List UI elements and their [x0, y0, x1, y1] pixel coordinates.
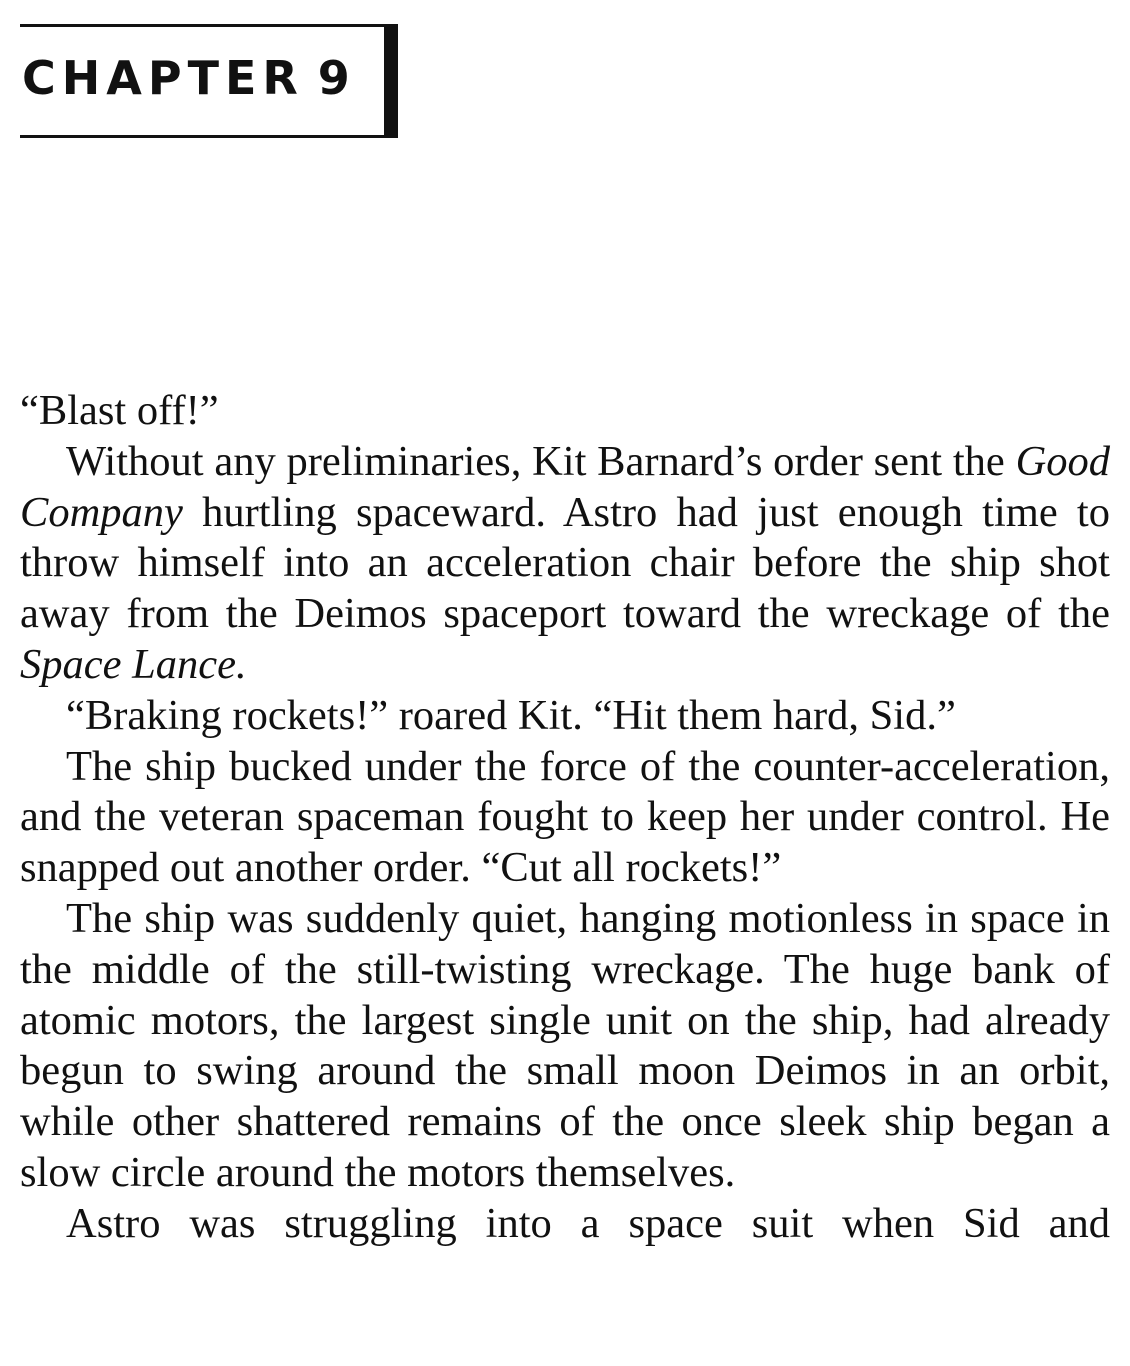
paragraph-text: Without any preliminaries, Kit Barnard’s order sent the — [66, 437, 1005, 485]
paragraph: “Braking rockets!” roared Kit. “Hit them hard, Sid.” — [66, 691, 956, 739]
chapter-body — [20, 386, 1110, 1250]
chapter-number: 9 — [317, 51, 356, 105]
chapter-heading — [22, 51, 356, 105]
ship-name: Space Lance. — [20, 640, 247, 688]
paragraph: The ship bucked under the force of the counter-acceleration, and the veteran spaceman fought to keep her under control. He snapped out another order. “Cut all rockets!” — [20, 742, 1110, 892]
paragraph-text: hurtling spaceward. Astro had just enough time to throw himself into an acceleration chair before the ship shot away from the Deimos spaceport toward the wreckage of the — [20, 488, 1110, 638]
paragraph: Astro was struggling into a space suit when Sid and — [66, 1199, 1110, 1247]
paragraph: “Blast off!” — [20, 387, 219, 434]
ship-name: Good Company — [20, 437, 1111, 536]
paragraph: The ship was suddenly quiet, hanging motionless in space in the middle of the still-twisting wreckage. The huge bank of atomic motors, the largest single unit on the ship, had already begun to swing around the small moon Deimos in an orbit, while other shattered remains of the once sleek ship began a slow circle around the motors themselves. — [20, 894, 1110, 1196]
chapter-label: CHAPTER — [22, 51, 304, 105]
paragraph — [20, 437, 1110, 691]
chapter-heading-box — [20, 24, 398, 138]
